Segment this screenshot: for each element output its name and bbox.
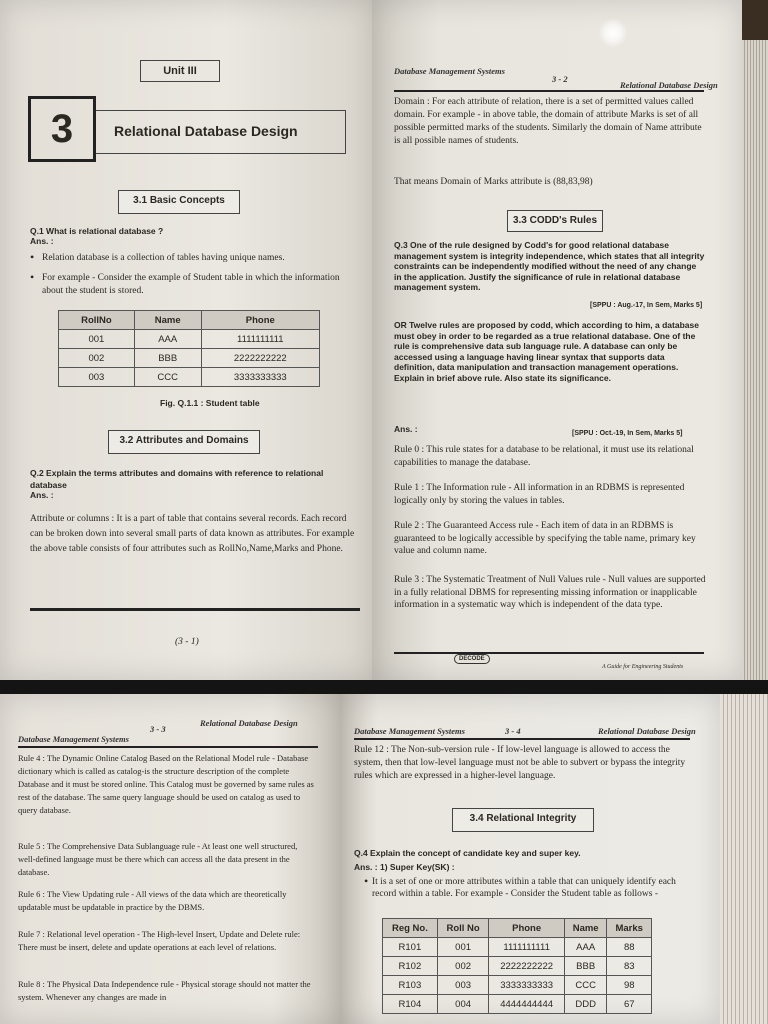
page-3-4 [340,694,720,1024]
publisher-logo: DECODE [454,654,490,664]
cell: 001 [437,938,489,957]
bullet-2: For example - Consider the example of Student table in which the information about the student is stored. [42,273,340,296]
header-rule [18,746,318,748]
page-stack-edge [720,694,768,1024]
page-3-2 [372,0,742,680]
sppu-tag-2: [SPPU : Oct.-19, In Sem, Marks 5] [572,430,683,437]
section-3-3: 3.3 CODD's Rules [507,210,603,232]
figure-caption: Fig. Q.1.1 : Student table [160,398,260,408]
bullet-dot: • [364,874,369,888]
cell: CCC [134,368,201,387]
cell: 3333333333 [489,976,565,995]
cell: 88 [607,938,652,957]
cell: DDD [564,995,607,1014]
page-stack-edge [742,40,768,680]
attribute-paragraph: Attribute or columns : It is a part of table that contains several records. Each record can be broken down into several small parts of data known as attributes. For example the above table consists of four attributes such as RollNo,Name,Marks and Phone. [30,514,355,554]
question-3: Q.3 One of the rule designed by Codd's for good relational database management system is integrity independence, which states that all integrity constraints can be independently modified without the need of any change in the application. Justify the significance of rule in relational database management system. [394,240,705,292]
light-glare [598,18,628,48]
cell: 2222222222 [201,349,319,368]
question-4: Q.4 Explain the concept of candidate key and super key. [354,848,581,858]
rule-8: Rule 8 : The Physical Data Independence rule - Physical storage should not matter the system. Whenever any changes are made in [18,979,311,1002]
page-number: (3 - 1) [175,637,199,647]
running-header-left: Database Management Systems [354,726,465,736]
table-header: Reg No. [383,919,438,938]
or-question: OR Twelve rules are proposed by codd, which according to him, a database must obey in order to be regarded as a true relational database. One of the rule is comprehensive data sub language rule. A database can only be accessed using a language having linear syntax that supports data definition, data manipulation and transaction management operations. Explain in brief above rule. Also state its significance. [394,320,699,383]
rule-6: Rule 6 : The View Updating rule - All views of the data which are theoretically updatable must be updatable in practice by the DBMS. [18,889,287,912]
rule-0: Rule 0 : This rule states for a database to be relational, it must use its relational capabilities to manage the database. [394,445,694,468]
question-1: Q.1 What is relational database ? [30,226,164,236]
sppu-tag-1: [SPPU : Aug.-17, In Sem, Marks 5] [590,302,703,309]
cell: 98 [607,976,652,995]
rule-1: Rule 1 : The Information rule - All information in an RDBMS is represented logically only by storing the values in tables. [394,483,685,506]
chapter-number-box [28,96,96,162]
domain-marks: That means Domain of Marks attribute is (88,83,98) [394,177,593,187]
cell: 003 [437,976,489,995]
running-header-left: Database Management Systems [18,734,129,744]
cell: AAA [564,938,607,957]
running-header-right: Relational Database Design [620,80,718,90]
table-row [383,995,652,1014]
table-header: Name [564,919,607,938]
rule-12: Rule 12 : The Non-sub-version rule - If low-level language is allowed to access the system, then that low-level language must not be able to subvert or bypass the integrity rules which are expressed in a higher-level language. [354,745,686,781]
table-row [59,349,320,368]
super-key-bullet: It is a set of one or more attributes within a table that can uniquely identify each record within a table. For example - Consider the Student table as follows - [372,877,676,899]
rule-2: Rule 2 : The Guaranteed Access rule - Each item of data in an RDBMS is guaranteed to be logically accessible by specifying the table name, primary key value and column name. [394,521,696,556]
answer-4-label: Ans. : 1) Super Key(SK) : [354,862,455,872]
bottom-photo [0,680,768,1024]
cell: 002 [59,349,135,368]
running-header-left: Database Management Systems [394,66,505,76]
answer-2-label: Ans. : [30,490,54,500]
cell: 4444444444 [489,995,565,1014]
cell: R104 [383,995,438,1014]
cell: R102 [383,957,438,976]
cell: BBB [564,957,607,976]
rule-7: Rule 7 : Relational level operation - The High-level Insert, Update and Delete rule: There must be insert, delete and update operations at each level of relations. [18,929,301,952]
table-row [383,976,652,995]
table-row [59,330,320,349]
running-header-page: 3 - 2 [552,74,568,84]
table-header: Phone [489,919,565,938]
cell: 1111111111 [489,938,565,957]
question-2: Q.2 Explain the terms attributes and domains with reference to relational database [30,468,324,490]
super-key-table [382,918,652,1014]
cell: R103 [383,976,438,995]
chapter-title: Relational Database Design [96,110,346,154]
header-rule [394,90,704,92]
page-3-1 [0,0,375,680]
chapter-number: 3 [50,107,74,151]
section-3-1: 3.1 Basic Concepts [118,190,240,214]
student-table [58,310,320,387]
cell: 004 [437,995,489,1014]
cell: 3333333333 [201,368,319,387]
section-3-2: 3.2 Attributes and Domains [108,430,260,454]
bullet-dot: • [30,250,35,264]
cell: 002 [437,957,489,976]
unit-label: Unit III [140,60,220,82]
table-header: Phone [201,311,319,330]
bullet-1: Relation database is a collection of tables having unique names. [42,253,285,263]
running-header-right: Relational Database Design [200,718,298,728]
cell: 001 [59,330,135,349]
cell: 67 [607,995,652,1014]
cell: AAA [134,330,201,349]
table-row [383,957,652,976]
footer-tagline: A Guide for Engineering Students [602,664,684,670]
bullet-dot: • [30,270,35,284]
cell: R101 [383,938,438,957]
rule-3: Rule 3 : The Systematic Treatment of Null Values rule - Null values are supported in a fully relational DBMS for representing missing information or inapplicable information in a systematic way which is independent of the data type. [394,575,706,610]
footer-rule [30,608,360,611]
answer-1-label: Ans. : [30,236,54,246]
answer-3-label: Ans. : [394,424,418,434]
running-header-right: Relational Database Design [598,726,696,736]
cell: 2222222222 [489,957,565,976]
running-header-page: 3 - 3 [150,724,166,734]
header-rule [354,738,690,740]
cell: BBB [134,349,201,368]
cell: CCC [564,976,607,995]
cell: 003 [59,368,135,387]
table-row [383,938,652,957]
table-header: Roll No [437,919,489,938]
cell: 1111111111 [201,330,319,349]
running-header-page: 3 - 4 [505,726,521,736]
table-header: Marks [607,919,652,938]
domain-paragraph: Domain : For each attribute of relation, there is a set of permitted values called domain. For example - in above table, the domain of attribute Marks is set of all possible permitted marks of the students. Similarly the domain of Name attribute is all possible names of students. [394,97,702,146]
table-row [59,368,320,387]
footer-rule [394,652,704,654]
rule-5: Rule 5 : The Comprehensive Data Sublanguage rule - At least one well structured, well-defined language must be there which can access all the data present in the database. [18,841,298,877]
cell: 83 [607,957,652,976]
table-header: RollNo [59,311,135,330]
section-3-4: 3.4 Relational Integrity [452,808,594,832]
rule-4: Rule 4 : The Dynamic Online Catalog Based on the Relational Model rule - Database dictionary which is called as catalog-is the structure description of the complete Database and it must be stored online. This Catalog must be governed by same rules as rest of the database. The same query language should be used on catalog as used to query database. [18,753,314,815]
page-3-3 [0,694,340,1024]
table-header: Name [134,311,201,330]
